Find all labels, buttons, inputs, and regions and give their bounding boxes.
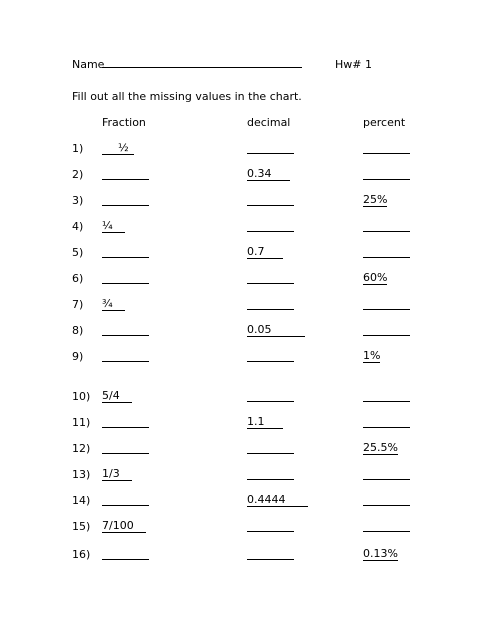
percent-answer-blank[interactable] (363, 257, 410, 258)
percent-value: 25.5% (363, 441, 398, 454)
fraction-value: ¾ (102, 298, 125, 311)
table-row (0, 272, 495, 288)
row-number: 4) (72, 220, 84, 233)
percent-answer-blank[interactable] (363, 401, 410, 402)
fraction-value: ¼ (102, 220, 125, 233)
table-row (0, 194, 495, 210)
row-number: 9) (72, 350, 84, 363)
row-number: 15) (72, 520, 91, 533)
row-number: 16) (72, 548, 91, 561)
row-number: 12) (72, 442, 91, 455)
instructions: Fill out all the missing values in the chart. (72, 90, 302, 103)
table-row (0, 442, 495, 458)
row-number: 13) (72, 468, 91, 481)
decimal-value: 1.1 (247, 416, 283, 429)
decimal-answer-blank[interactable] (247, 283, 294, 284)
fraction-value: 7/100 (102, 520, 146, 533)
row-number: 8) (72, 324, 84, 337)
table-row (0, 494, 495, 510)
column-header-decimal: decimal (247, 116, 291, 129)
percent-answer-blank[interactable] (363, 427, 410, 428)
decimal-answer-blank[interactable] (247, 231, 294, 232)
percent-answer-blank[interactable] (363, 231, 410, 232)
row-number: 7) (72, 298, 84, 311)
percent-answer-blank[interactable] (363, 531, 410, 532)
percent-answer-blank[interactable] (363, 309, 410, 310)
row-number: 2) (72, 168, 84, 181)
row-number: 5) (72, 246, 84, 259)
decimal-answer-blank[interactable] (247, 479, 294, 480)
fraction-answer-blank[interactable] (102, 205, 149, 206)
percent-answer-blank[interactable] (363, 479, 410, 480)
table-row (0, 520, 495, 536)
percent-value: 60% (363, 271, 388, 284)
percent-answer-blank[interactable] (363, 505, 410, 506)
decimal-value: 0.4444 (247, 494, 308, 507)
fraction-answer-blank[interactable] (102, 505, 149, 506)
table-row (0, 468, 495, 484)
fraction-answer-blank[interactable] (102, 361, 149, 362)
fraction-value: ½ (102, 142, 134, 155)
percent-value: 1% (363, 349, 381, 362)
fraction-value: 5/4 (102, 390, 132, 403)
decimal-value: 0.34 (247, 168, 290, 181)
name-label: Name (72, 58, 105, 71)
fraction-answer-blank[interactable] (102, 257, 149, 258)
row-number: 3) (72, 194, 84, 207)
row-number: 1) (72, 142, 84, 155)
fraction-value: 1/3 (102, 468, 132, 481)
table-row (0, 350, 495, 366)
table-row (0, 416, 495, 432)
decimal-answer-blank[interactable] (247, 361, 294, 362)
table-row (0, 168, 495, 184)
decimal-answer-blank[interactable] (247, 453, 294, 454)
row-number: 10) (72, 390, 91, 403)
fraction-answer-blank[interactable] (102, 427, 149, 428)
decimal-answer-blank[interactable] (247, 531, 294, 532)
table-row (0, 220, 495, 236)
fraction-answer-blank[interactable] (102, 559, 149, 560)
table-row (0, 298, 495, 314)
percent-value: 25% (363, 193, 388, 206)
decimal-answer-blank[interactable] (247, 205, 294, 206)
percent-value: 0.13% (363, 547, 398, 560)
column-header-percent: percent (363, 116, 406, 129)
decimal-answer-blank[interactable] (247, 401, 294, 402)
column-header-fraction: Fraction (102, 116, 146, 129)
percent-answer-blank[interactable] (363, 179, 410, 180)
row-number: 11) (72, 416, 91, 429)
name-input-line[interactable] (102, 66, 302, 68)
row-number: 6) (72, 272, 84, 285)
decimal-value: 0.05 (247, 324, 305, 337)
table-row (0, 142, 495, 158)
table-row (0, 324, 495, 340)
fraction-answer-blank[interactable] (102, 179, 149, 180)
table-row (0, 246, 495, 262)
decimal-answer-blank[interactable] (247, 153, 294, 154)
decimal-answer-blank[interactable] (247, 309, 294, 310)
table-row (0, 390, 495, 406)
fraction-answer-blank[interactable] (102, 453, 149, 454)
percent-answer-blank[interactable] (363, 153, 410, 154)
homework-number: Hw# 1 (335, 58, 372, 71)
row-number: 14) (72, 494, 91, 507)
percent-answer-blank[interactable] (363, 335, 410, 336)
fraction-answer-blank[interactable] (102, 335, 149, 336)
fraction-answer-blank[interactable] (102, 283, 149, 284)
decimal-value: 0.7 (247, 246, 283, 259)
table-row (0, 548, 495, 564)
decimal-answer-blank[interactable] (247, 559, 294, 560)
